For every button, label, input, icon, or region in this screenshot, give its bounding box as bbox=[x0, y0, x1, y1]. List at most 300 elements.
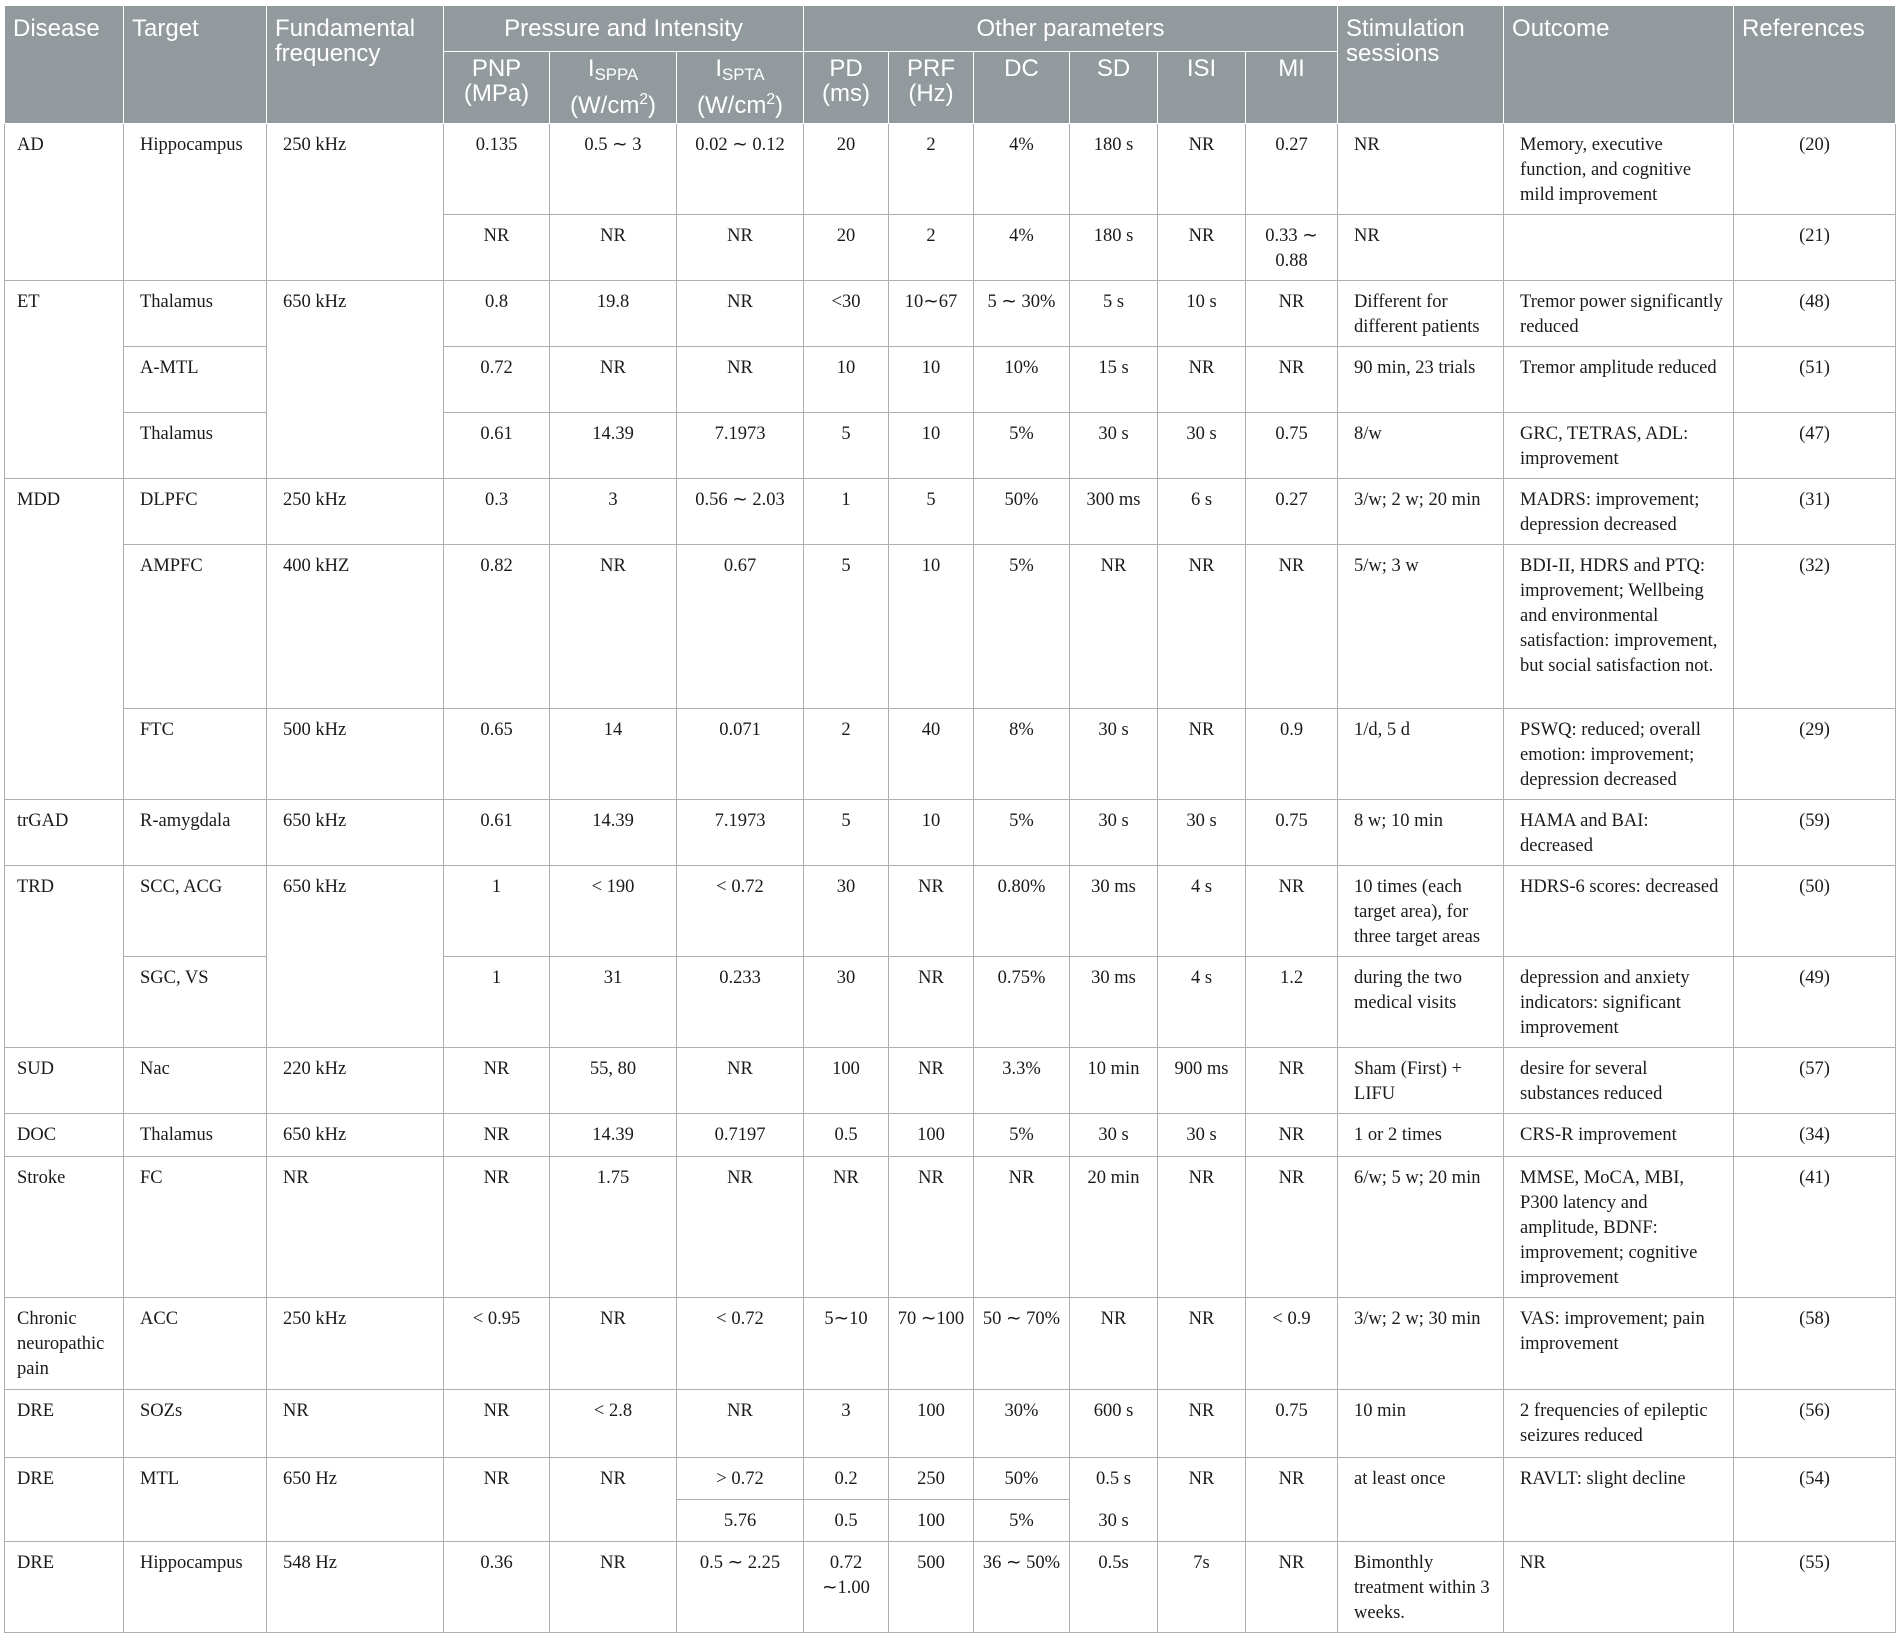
cell-ispta: > 0.72 bbox=[677, 1458, 804, 1500]
cell-isi: NR bbox=[1158, 545, 1246, 709]
cell-mi: NR bbox=[1246, 1542, 1338, 1633]
cell-isi: 30 s bbox=[1158, 1114, 1246, 1157]
cell-frequency: 650 kHz bbox=[267, 1114, 444, 1157]
cell-pd: 5 bbox=[804, 545, 889, 709]
reference-link[interactable]: 41 bbox=[1805, 1168, 1824, 1188]
cell-ispta: 0.5 ∼ 2.25 bbox=[677, 1542, 804, 1633]
cell-disease: trGAD bbox=[5, 800, 124, 866]
cell-sessions: 5/w; 3 w bbox=[1338, 545, 1504, 709]
cell-dc: 50% bbox=[974, 479, 1070, 545]
reference-link[interactable]: 47 bbox=[1805, 424, 1824, 444]
table-row bbox=[5, 1390, 1896, 1458]
cell-pd: 5 bbox=[804, 800, 889, 866]
cell-sd: 5 s bbox=[1070, 281, 1158, 347]
reference-link[interactable]: 34 bbox=[1805, 1125, 1824, 1145]
cell-prf: 2 bbox=[889, 215, 974, 281]
cell-outcome: depression and anxiety indicators: significant improvement bbox=[1504, 957, 1734, 1048]
cell-disease: DRE bbox=[5, 1458, 124, 1542]
cell-disease: ET bbox=[5, 281, 124, 479]
cell-sd: 30 ms bbox=[1070, 957, 1158, 1048]
header-fundamental-frequency: Fundamental frequency bbox=[267, 6, 444, 124]
cell-pnp: 0.65 bbox=[444, 709, 550, 800]
cell-ispta: NR bbox=[677, 1390, 804, 1458]
cell-prf: NR bbox=[889, 957, 974, 1048]
cell-isi: NR bbox=[1158, 124, 1246, 215]
cell-mi: NR bbox=[1246, 1157, 1338, 1298]
cell-pd: 1 bbox=[804, 479, 889, 545]
cell-sd: 600 s bbox=[1070, 1390, 1158, 1458]
header-isi: ISI bbox=[1158, 52, 1246, 124]
cell-sessions: 10 times (each target area), for three target areas bbox=[1338, 866, 1504, 957]
cell-target: SGC, VS bbox=[124, 957, 267, 1048]
cell-pnp: 0.72 bbox=[444, 347, 550, 413]
cell-dc: 3.3% bbox=[974, 1048, 1070, 1114]
cell-reference[interactable]: (51) bbox=[1734, 347, 1896, 413]
cell-disease: MDD bbox=[5, 479, 124, 800]
table-row bbox=[5, 281, 1896, 347]
header-dc: DC bbox=[974, 52, 1070, 124]
cell-pnp: NR bbox=[444, 1390, 550, 1458]
cell-ispta: NR bbox=[677, 347, 804, 413]
cell-outcome: PSWQ: reduced; overall emotion: improvement; depression decreased bbox=[1504, 709, 1734, 800]
cell-dc: 4% bbox=[974, 124, 1070, 215]
cell-dc: 5% bbox=[974, 1500, 1070, 1542]
header-stimulation-sessions: Stimulation sessions bbox=[1338, 6, 1504, 124]
table-row bbox=[5, 1157, 1896, 1298]
cell-prf: 500 bbox=[889, 1542, 974, 1633]
cell-disease: Stroke bbox=[5, 1157, 124, 1298]
cell-prf: 10∼67 bbox=[889, 281, 974, 347]
cell-pnp: 0.36 bbox=[444, 1542, 550, 1633]
reference-link[interactable]: 51 bbox=[1805, 358, 1824, 378]
cell-ispta: NR bbox=[677, 215, 804, 281]
header-other-parameters: Other parameters bbox=[804, 6, 1338, 52]
cell-target: FC bbox=[124, 1157, 267, 1298]
table-row bbox=[5, 124, 1896, 215]
table-row bbox=[5, 1542, 1896, 1633]
cell-isi: 4 s bbox=[1158, 866, 1246, 957]
cell-isi: NR bbox=[1158, 1458, 1246, 1542]
cell-pnp: 1 bbox=[444, 957, 550, 1048]
cell-target: MTL bbox=[124, 1458, 267, 1542]
cell-reference[interactable]: (20) bbox=[1734, 124, 1896, 215]
cell-disease: SUD bbox=[5, 1048, 124, 1114]
cell-reference[interactable]: (57) bbox=[1734, 1048, 1896, 1114]
cell-target: Thalamus bbox=[124, 413, 267, 479]
cell-mi: < 0.9 bbox=[1246, 1298, 1338, 1390]
table-row bbox=[5, 709, 1896, 800]
cell-sd: 30 s bbox=[1070, 1500, 1158, 1542]
cell-outcome: 2 frequencies of epileptic seizures reduced bbox=[1504, 1390, 1734, 1458]
cell-sd: 30 s bbox=[1070, 1114, 1158, 1157]
cell-sessions: Different for different patients bbox=[1338, 281, 1504, 347]
cell-sessions: 1 or 2 times bbox=[1338, 1114, 1504, 1157]
header-outcome: Outcome bbox=[1504, 6, 1734, 124]
cell-target: ACC bbox=[124, 1298, 267, 1390]
cell-prf: 250 bbox=[889, 1458, 974, 1500]
cell-sd: 0.5s bbox=[1070, 1542, 1158, 1633]
cell-prf: 10 bbox=[889, 413, 974, 479]
cell-sessions: NR bbox=[1338, 124, 1504, 215]
cell-outcome: CRS-R improvement bbox=[1504, 1114, 1734, 1157]
cell-outcome: BDI-II, HDRS and PTQ: improvement; Wellbeing and environmental satisfaction: improvement, but social satisfaction not. bbox=[1504, 545, 1734, 709]
cell-disease: DOC bbox=[5, 1114, 124, 1157]
cell-target: R-amygdala bbox=[124, 800, 267, 866]
cell-sessions: Sham (First) + LIFU bbox=[1338, 1048, 1504, 1114]
cell-frequency: 500 kHz bbox=[267, 709, 444, 800]
cell-mi: NR bbox=[1246, 1114, 1338, 1157]
cell-sd: 10 min bbox=[1070, 1048, 1158, 1114]
header-references: References bbox=[1734, 6, 1896, 124]
table-row bbox=[5, 1114, 1896, 1157]
cell-prf: 70 ∼100 bbox=[889, 1298, 974, 1390]
cell-target: Thalamus bbox=[124, 1114, 267, 1157]
cell-isppa: 14.39 bbox=[550, 413, 677, 479]
header-pnp: PNP (MPa) bbox=[444, 52, 550, 124]
cell-outcome: Memory, executive function, and cognitive mild improvement bbox=[1504, 124, 1734, 215]
cell-pnp: 0.61 bbox=[444, 800, 550, 866]
cell-isi: NR bbox=[1158, 1390, 1246, 1458]
cell-disease: DRE bbox=[5, 1542, 124, 1633]
reference-link[interactable]: 29 bbox=[1805, 720, 1824, 740]
cell-sd: 30 s bbox=[1070, 800, 1158, 866]
cell-frequency: NR bbox=[267, 1157, 444, 1298]
reference-link[interactable]: 31 bbox=[1805, 490, 1824, 510]
cell-pnp: 0.8 bbox=[444, 281, 550, 347]
cell-ispta: 0.56 ∼ 2.03 bbox=[677, 479, 804, 545]
cell-pnp: NR bbox=[444, 1048, 550, 1114]
cell-pnp: 0.82 bbox=[444, 545, 550, 709]
header-mi: MI bbox=[1246, 52, 1338, 124]
cell-isppa: 3 bbox=[550, 479, 677, 545]
cell-mi: 0.75 bbox=[1246, 1390, 1338, 1458]
cell-prf: 10 bbox=[889, 545, 974, 709]
cell-isppa: 1.75 bbox=[550, 1157, 677, 1298]
cell-reference[interactable]: (58) bbox=[1734, 1298, 1896, 1390]
cell-pnp: 0.135 bbox=[444, 124, 550, 215]
parameters-table bbox=[4, 5, 1896, 1633]
cell-sessions: Bimonthly treatment within 3 weeks. bbox=[1338, 1542, 1504, 1633]
cell-pd: 5∼10 bbox=[804, 1298, 889, 1390]
cell-pd: 0.2 bbox=[804, 1458, 889, 1500]
cell-reference[interactable]: (29) bbox=[1734, 709, 1896, 800]
cell-sessions: at least once bbox=[1338, 1458, 1504, 1542]
reference-link[interactable]: 59 bbox=[1805, 811, 1824, 831]
cell-sd: 30 s bbox=[1070, 709, 1158, 800]
reference-link[interactable]: 55 bbox=[1805, 1553, 1824, 1573]
cell-mi: 1.2 bbox=[1246, 957, 1338, 1048]
reference-link[interactable]: 58 bbox=[1805, 1309, 1824, 1329]
header-disease: Disease bbox=[5, 6, 124, 124]
cell-reference[interactable]: (54) bbox=[1734, 1458, 1896, 1542]
cell-pnp: < 0.95 bbox=[444, 1298, 550, 1390]
cell-sd: 30 s bbox=[1070, 413, 1158, 479]
cell-outcome: MMSE, MoCA, MBI, P300 latency and amplitude, BDNF: improvement; cognitive improvement bbox=[1504, 1157, 1734, 1298]
table-row bbox=[5, 1458, 1896, 1500]
cell-isppa: NR bbox=[550, 545, 677, 709]
reference-link[interactable]: 54 bbox=[1805, 1469, 1824, 1489]
cell-outcome: HDRS-6 scores: decreased bbox=[1504, 866, 1734, 957]
cell-target: SOZs bbox=[124, 1390, 267, 1458]
cell-isppa: 0.5 ∼ 3 bbox=[550, 124, 677, 215]
cell-pnp: NR bbox=[444, 1458, 550, 1542]
cell-isi: 7s bbox=[1158, 1542, 1246, 1633]
cell-disease: DRE bbox=[5, 1390, 124, 1458]
cell-pnp: 0.3 bbox=[444, 479, 550, 545]
cell-isppa: NR bbox=[550, 215, 677, 281]
cell-mi: NR bbox=[1246, 866, 1338, 957]
cell-sessions: during the two medical visits bbox=[1338, 957, 1504, 1048]
cell-mi: 0.33 ∼ 0.88 bbox=[1246, 215, 1338, 281]
header-pd: PD (ms) bbox=[804, 52, 889, 124]
cell-isi: 4 s bbox=[1158, 957, 1246, 1048]
cell-outcome: VAS: improvement; pain improvement bbox=[1504, 1298, 1734, 1390]
cell-dc: 8% bbox=[974, 709, 1070, 800]
cell-isppa: 14 bbox=[550, 709, 677, 800]
cell-prf: NR bbox=[889, 1157, 974, 1298]
header-ispta: $I_{SPTA}$ $(W/cm^2)$ bbox=[677, 52, 804, 124]
reference-link[interactable]: 57 bbox=[1805, 1059, 1824, 1079]
cell-target: A-MTL bbox=[124, 347, 267, 413]
reference-link[interactable]: 48 bbox=[1805, 292, 1824, 312]
cell-reference[interactable]: (41) bbox=[1734, 1157, 1896, 1298]
cell-isi: NR bbox=[1158, 1157, 1246, 1298]
table-row bbox=[5, 1048, 1896, 1114]
reference-link[interactable]: 20 bbox=[1805, 135, 1824, 155]
cell-dc: 5% bbox=[974, 1114, 1070, 1157]
cell-sd: 180 s bbox=[1070, 124, 1158, 215]
cell-frequency: 650 Hz bbox=[267, 1458, 444, 1542]
reference-link[interactable]: 56 bbox=[1805, 1401, 1824, 1421]
cell-mi: 0.75 bbox=[1246, 413, 1338, 479]
header-isppa: $I_{SPPA}$ $(W/cm^2)$ bbox=[550, 52, 677, 124]
cell-prf: 10 bbox=[889, 347, 974, 413]
cell-target: Hippocampus bbox=[124, 124, 267, 281]
cell-dc: 50% bbox=[974, 1458, 1070, 1500]
cell-prf: 40 bbox=[889, 709, 974, 800]
cell-isppa: NR bbox=[550, 1458, 677, 1542]
cell-ispta: NR bbox=[677, 281, 804, 347]
table-row bbox=[5, 800, 1896, 866]
cell-pnp: 0.61 bbox=[444, 413, 550, 479]
cell-outcome: Tremor amplitude reduced bbox=[1504, 347, 1734, 413]
cell-ispta: NR bbox=[677, 1157, 804, 1298]
cell-isi: NR bbox=[1158, 1298, 1246, 1390]
cell-frequency: 250 kHz bbox=[267, 479, 444, 545]
cell-dc: NR bbox=[974, 1157, 1070, 1298]
cell-isi: 30 s bbox=[1158, 413, 1246, 479]
cell-pnp: NR bbox=[444, 1114, 550, 1157]
cell-outcome bbox=[1504, 215, 1734, 281]
table-row bbox=[5, 866, 1896, 957]
cell-isppa: 31 bbox=[550, 957, 677, 1048]
reference-link[interactable]: 21 bbox=[1805, 226, 1824, 246]
cell-mi: 0.27 bbox=[1246, 124, 1338, 215]
cell-pnp: 1 bbox=[444, 866, 550, 957]
cell-dc: 5% bbox=[974, 545, 1070, 709]
cell-sd: 180 s bbox=[1070, 215, 1158, 281]
cell-sessions: 8 w; 10 min bbox=[1338, 800, 1504, 866]
cell-dc: 4% bbox=[974, 215, 1070, 281]
cell-isppa: NR bbox=[550, 347, 677, 413]
cell-isppa: NR bbox=[550, 1542, 677, 1633]
cell-frequency: 250 kHz bbox=[267, 124, 444, 281]
cell-dc: 50 ∼ 70% bbox=[974, 1298, 1070, 1390]
cell-frequency: 250 kHz bbox=[267, 1298, 444, 1390]
reference-link[interactable]: 50 bbox=[1805, 877, 1824, 897]
cell-reference[interactable]: (59) bbox=[1734, 800, 1896, 866]
cell-sd: 30 ms bbox=[1070, 866, 1158, 957]
cell-isppa: 14.39 bbox=[550, 800, 677, 866]
cell-reference[interactable]: (34) bbox=[1734, 1114, 1896, 1157]
cell-sessions: 3/w; 2 w; 30 min bbox=[1338, 1298, 1504, 1390]
table-row bbox=[5, 479, 1896, 545]
cell-disease: Chronic neuropathic pain bbox=[5, 1298, 124, 1390]
cell-isi: 30 s bbox=[1158, 800, 1246, 866]
cell-outcome: GRC, TETRAS, ADL: improvement bbox=[1504, 413, 1734, 479]
header-row-1 bbox=[5, 6, 1896, 52]
cell-ispta: 0.233 bbox=[677, 957, 804, 1048]
header-prf: PRF (Hz) bbox=[889, 52, 974, 124]
cell-prf: 2 bbox=[889, 124, 974, 215]
cell-frequency: 220 kHz bbox=[267, 1048, 444, 1114]
cell-outcome: RAVLT: slight decline bbox=[1504, 1458, 1734, 1542]
cell-pd: <30 bbox=[804, 281, 889, 347]
cell-pd: 10 bbox=[804, 347, 889, 413]
cell-reference[interactable]: (21) bbox=[1734, 215, 1896, 281]
cell-isi: 900 ms bbox=[1158, 1048, 1246, 1114]
cell-sessions: 10 min bbox=[1338, 1390, 1504, 1458]
cell-isi: 6 s bbox=[1158, 479, 1246, 545]
cell-dc: 30% bbox=[974, 1390, 1070, 1458]
cell-isppa: < 190 bbox=[550, 866, 677, 957]
cell-ispta: NR bbox=[677, 1048, 804, 1114]
header-sd: SD bbox=[1070, 52, 1158, 124]
cell-isppa: < 2.8 bbox=[550, 1390, 677, 1458]
cell-pd: 30 bbox=[804, 957, 889, 1048]
cell-mi: 0.75 bbox=[1246, 800, 1338, 866]
cell-prf: 5 bbox=[889, 479, 974, 545]
cell-mi: NR bbox=[1246, 347, 1338, 413]
cell-isppa: NR bbox=[550, 1298, 677, 1390]
cell-ispta: 0.7197 bbox=[677, 1114, 804, 1157]
cell-sd: 0.5 s bbox=[1070, 1458, 1158, 1500]
cell-frequency: 650 kHz bbox=[267, 800, 444, 866]
table-row bbox=[5, 545, 1896, 709]
cell-sessions: 1/d, 5 d bbox=[1338, 709, 1504, 800]
cell-dc: 0.80% bbox=[974, 866, 1070, 957]
cell-isppa: 55, 80 bbox=[550, 1048, 677, 1114]
cell-sessions: 90 min, 23 trials bbox=[1338, 347, 1504, 413]
cell-pd: 100 bbox=[804, 1048, 889, 1114]
cell-outcome: Tremor power significantly reduced bbox=[1504, 281, 1734, 347]
cell-target: AMPFC bbox=[124, 545, 267, 709]
cell-dc: 5% bbox=[974, 413, 1070, 479]
cell-dc: 5% bbox=[974, 800, 1070, 866]
cell-sd: 15 s bbox=[1070, 347, 1158, 413]
cell-reference[interactable]: (49) bbox=[1734, 957, 1896, 1048]
cell-disease: AD bbox=[5, 124, 124, 281]
cell-pd: 30 bbox=[804, 866, 889, 957]
cell-target: SCC, ACG bbox=[124, 866, 267, 957]
cell-sessions: NR bbox=[1338, 215, 1504, 281]
cell-pnp: NR bbox=[444, 215, 550, 281]
cell-prf: 10 bbox=[889, 800, 974, 866]
cell-reference[interactable]: (32) bbox=[1734, 545, 1896, 709]
cell-dc: 0.75% bbox=[974, 957, 1070, 1048]
cell-mi: NR bbox=[1246, 545, 1338, 709]
cell-ispta: 7.1973 bbox=[677, 800, 804, 866]
cell-outcome: MADRS: improvement; depression decreased bbox=[1504, 479, 1734, 545]
cell-target: Hippocampus bbox=[124, 1542, 267, 1633]
cell-isi: NR bbox=[1158, 215, 1246, 281]
cell-ispta: 0.02 ∼ 0.12 bbox=[677, 124, 804, 215]
cell-reference[interactable]: (31) bbox=[1734, 479, 1896, 545]
cell-isi: NR bbox=[1158, 709, 1246, 800]
cell-prf: NR bbox=[889, 1048, 974, 1114]
cell-prf: 100 bbox=[889, 1500, 974, 1542]
cell-reference[interactable]: (55) bbox=[1734, 1542, 1896, 1633]
cell-target: Nac bbox=[124, 1048, 267, 1114]
cell-sd: 20 min bbox=[1070, 1157, 1158, 1298]
cell-frequency: NR bbox=[267, 1390, 444, 1458]
cell-mi: NR bbox=[1246, 1458, 1338, 1542]
cell-pd: 2 bbox=[804, 709, 889, 800]
cell-mi: 0.9 bbox=[1246, 709, 1338, 800]
cell-ispta: 7.1973 bbox=[677, 413, 804, 479]
cell-pd: 5 bbox=[804, 413, 889, 479]
cell-dc: 5 ∼ 30% bbox=[974, 281, 1070, 347]
cell-prf: 100 bbox=[889, 1390, 974, 1458]
cell-reference[interactable]: (48) bbox=[1734, 281, 1896, 347]
cell-reference[interactable]: (50) bbox=[1734, 866, 1896, 957]
reference-link[interactable]: 49 bbox=[1805, 968, 1824, 988]
cell-outcome: NR bbox=[1504, 1542, 1734, 1633]
cell-ispta: 5.76 bbox=[677, 1500, 804, 1542]
cell-sd: 300 ms bbox=[1070, 479, 1158, 545]
table-row bbox=[5, 1298, 1896, 1390]
cell-prf: NR bbox=[889, 866, 974, 957]
cell-ispta: 0.071 bbox=[677, 709, 804, 800]
cell-frequency: 650 kHz bbox=[267, 281, 444, 479]
cell-sessions: 6/w; 5 w; 20 min bbox=[1338, 1157, 1504, 1298]
cell-frequency: 548 Hz bbox=[267, 1542, 444, 1633]
header-pressure-intensity: Pressure and Intensity bbox=[444, 6, 804, 52]
cell-prf: 100 bbox=[889, 1114, 974, 1157]
cell-reference[interactable]: (47) bbox=[1734, 413, 1896, 479]
cell-target: DLPFC bbox=[124, 479, 267, 545]
cell-frequency: 400 kHZ bbox=[267, 545, 444, 709]
cell-pnp: NR bbox=[444, 1157, 550, 1298]
cell-reference[interactable]: (56) bbox=[1734, 1390, 1896, 1458]
cell-dc: 10% bbox=[974, 347, 1070, 413]
cell-pd: 0.5 bbox=[804, 1114, 889, 1157]
cell-ispta: 0.67 bbox=[677, 545, 804, 709]
cell-pd: 20 bbox=[804, 215, 889, 281]
header-target: Target bbox=[124, 6, 267, 124]
cell-sd: NR bbox=[1070, 1298, 1158, 1390]
cell-mi: 0.27 bbox=[1246, 479, 1338, 545]
cell-outcome: desire for several substances reduced bbox=[1504, 1048, 1734, 1114]
cell-ispta: < 0.72 bbox=[677, 1298, 804, 1390]
cell-pd: NR bbox=[804, 1157, 889, 1298]
cell-pd: 20 bbox=[804, 124, 889, 215]
cell-target: Thalamus bbox=[124, 281, 267, 347]
cell-sd: NR bbox=[1070, 545, 1158, 709]
reference-link[interactable]: 32 bbox=[1805, 556, 1824, 576]
cell-pd: 3 bbox=[804, 1390, 889, 1458]
cell-target: FTC bbox=[124, 709, 267, 800]
